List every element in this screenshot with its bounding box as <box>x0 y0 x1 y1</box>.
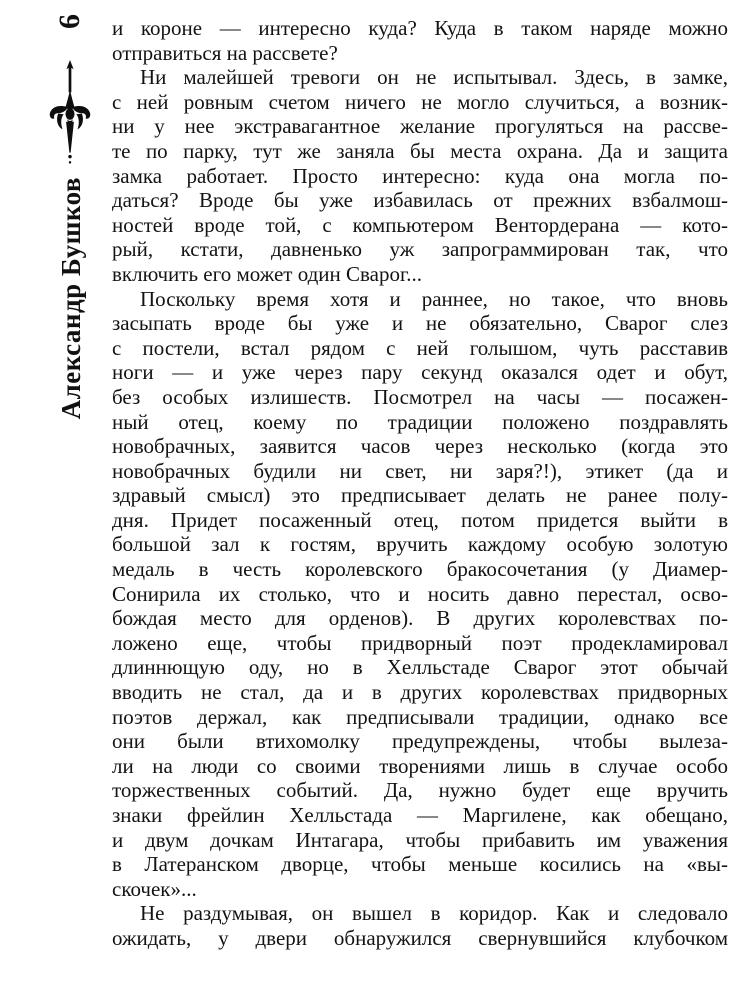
text-line: бождая место для орденов). В других королевствах по- <box>112 606 728 631</box>
text-line: и короне — интересно куда? Куда в таком наряде можно <box>112 16 728 40</box>
paragraph <box>112 901 728 950</box>
text-line: большой зал к гостям, вручить каждому особую золотую <box>112 532 728 557</box>
paragraph <box>112 16 728 65</box>
paragraph <box>112 65 728 286</box>
text-line: в Латеранском дворце, чтобы меньше косились на «вы- <box>112 852 728 877</box>
text-line: ложено еще, чтобы придворный поэт продекламировал <box>112 630 728 655</box>
text-line: скочек»... <box>112 876 197 901</box>
text-line: те по парку, тут же заняла бы места охрана. Да и защита <box>112 138 728 163</box>
text-line: без особых излишеств. Посмотрел на часы — посажен- <box>112 384 728 409</box>
text-line: рый, кстати, давненько уж запрограммирован так, что <box>112 237 728 262</box>
text-line: ли на люди со своими творениями лишь в случае особо <box>112 753 728 778</box>
page-number: 6 <box>53 14 86 29</box>
text-line: длиннющую оду, но в Хелльстаде Сварог этот обычай <box>112 655 728 680</box>
text-line: дня. Придет посаженный отец, потом придется выйти в <box>112 507 728 532</box>
text-line: медаль в честь королевского бракосочетания (у Диамер- <box>112 557 728 582</box>
text-line: Сонирила их столько, что и носить давно перестал, осво- <box>112 581 728 606</box>
text-line: отправиться на рассвете? <box>112 40 338 65</box>
text-line: Не раздумывая, он вышел в коридор. Как и следовало <box>140 901 728 926</box>
text-line: ожидать, у двери обнаружился свернувшийся клубочком <box>112 925 728 950</box>
text-line: Ни малейшей тревоги он не испытывал. Здесь, в замке, <box>140 65 728 90</box>
text-line: ный отец, коему по традиции положено поздравлять <box>112 409 728 434</box>
book-text <box>112 16 728 951</box>
text-line: засыпать вроде бы уже и не обязательно, Сварог слез <box>112 311 728 336</box>
author-name: Александр Бушков <box>56 177 86 420</box>
text-line: торжественных событий. Да, нужно будет еще вручить <box>112 778 728 803</box>
text-line: новобрачных, заявится часов через несколько (когда это <box>112 434 728 459</box>
text-line: ностей вроде той, с компьютером Вентордерана — кото- <box>112 212 728 237</box>
text-line: даться? Вроде бы уже избавилась от прежних взбалмош- <box>112 188 728 213</box>
text-line: ни у нее экстравагантное желание прогуляться на рассве- <box>112 114 728 139</box>
dagger-icon <box>34 60 106 168</box>
paragraph <box>112 287 728 902</box>
text-line: с ней ровным счетом ничего не могло случиться, а возник- <box>112 89 728 114</box>
text-line: здравый смысл) это предписывает делать не ранее полу- <box>112 483 728 508</box>
text-line: они были втихомолку предупреждены, чтобы вылеза- <box>112 729 728 754</box>
text-line: с постели, встал рядом с ней голышом, чуть расставив <box>112 335 728 360</box>
text-line: Поскольку время хотя и раннее, но такое, что вновь <box>140 286 728 311</box>
text-line: и двум дочкам Интагара, чтобы прибавить им уважения <box>112 827 728 852</box>
text-line: вводить не стал, да и в других королевствах придворных <box>112 680 728 705</box>
text-line: включить его может один Сварог... <box>112 261 422 286</box>
text-line: поэтов держал, как предписывали традиции, однако все <box>112 704 728 729</box>
text-line: новобрачных будили ни свет, ни заря?!), этикет (да и <box>112 458 728 483</box>
left-margin <box>0 0 110 1000</box>
text-line: знаки фрейлин Хелльстада — Маргилене, как обещано, <box>112 803 728 827</box>
text-line: замка работает. Просто интересно: куда она могла по- <box>112 163 728 188</box>
text-line: ноги — и уже через пару секунд оказался одет и обут, <box>112 360 728 385</box>
